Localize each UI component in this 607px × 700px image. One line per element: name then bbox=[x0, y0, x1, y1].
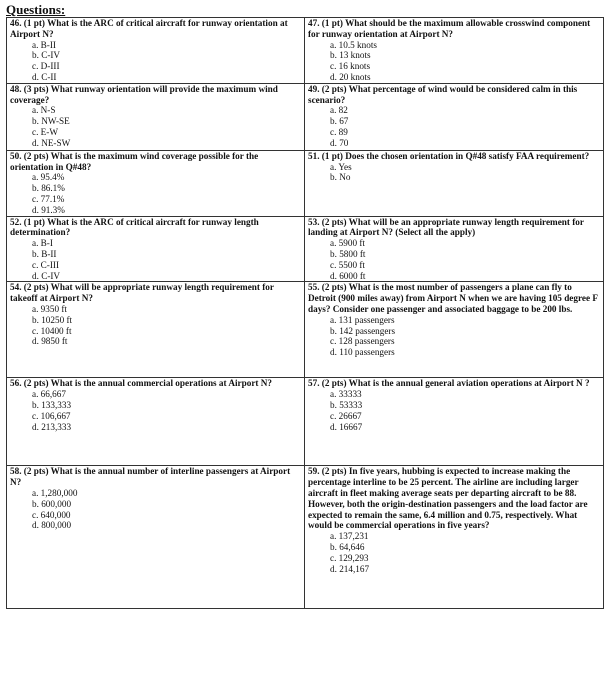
answer-option: c. 16 knots bbox=[330, 61, 371, 72]
question-cell bbox=[305, 83, 604, 150]
answer-option: b. 10250 ft bbox=[32, 314, 73, 325]
answer-option: d. NE-SW bbox=[32, 137, 71, 148]
answer-option: c. 89 bbox=[330, 126, 348, 137]
answer-option: c. C-III bbox=[32, 259, 60, 270]
answer-option: a. N-S bbox=[32, 105, 56, 116]
question-text: 52. (1 pt) What is the ARC of critical aircraft for runway length determination? bbox=[10, 216, 259, 238]
answer-option: a. 82 bbox=[330, 105, 348, 116]
answer-option: a. 95.4% bbox=[32, 172, 65, 183]
answer-options bbox=[308, 315, 600, 358]
answer-options bbox=[308, 40, 600, 83]
question-text: 48. (3 pts) What runway orientation will provide the maximum wind coverage? bbox=[10, 83, 278, 105]
answer-option: b. 142 passengers bbox=[330, 325, 396, 336]
questions-table bbox=[6, 17, 604, 609]
answer-option: b. 5800 ft bbox=[330, 248, 366, 259]
answer-options bbox=[308, 105, 600, 148]
answer-options bbox=[10, 105, 301, 148]
answer-option: c. 128 passengers bbox=[330, 336, 395, 347]
question-row bbox=[7, 466, 604, 609]
answer-option: b. 67 bbox=[330, 116, 349, 127]
answer-option: a. 66,667 bbox=[32, 389, 66, 400]
answer-option: c. 77.1% bbox=[32, 193, 65, 204]
questions-page bbox=[6, 3, 603, 609]
answer-option: d. 91.3% bbox=[32, 204, 65, 215]
question-row bbox=[7, 282, 604, 378]
answer-option: d. 20 knots bbox=[330, 71, 371, 82]
answer-option: b. C-IV bbox=[32, 50, 61, 61]
answer-option: c. E-W bbox=[32, 126, 59, 137]
answer-options bbox=[10, 488, 301, 531]
question-text: 57. (2 pts) What is the annual general aviation operations at Airport N ? bbox=[308, 378, 590, 389]
answer-option: b. NW-SE bbox=[32, 116, 70, 127]
question-text: 51. (1 pt) Does the chosen orientation in Q#48 satisfy FAA requirement? bbox=[308, 150, 590, 161]
answer-option: c. D-III bbox=[32, 61, 60, 72]
answer-option: b. 53333 bbox=[330, 399, 363, 410]
question-row bbox=[7, 378, 604, 466]
answer-option: b. B-II bbox=[32, 248, 57, 259]
question-text: 46. (1 pt) What is the ARC of critical aircraft for runway orientation at Airport N? bbox=[10, 18, 288, 39]
answer-option: b. No bbox=[330, 172, 351, 183]
answer-options bbox=[10, 304, 301, 347]
answer-option: d. 110 passengers bbox=[330, 347, 395, 358]
question-cell bbox=[7, 83, 305, 150]
answer-option: c. 10400 ft bbox=[32, 325, 72, 336]
answer-options bbox=[10, 238, 301, 281]
answer-option: a. B-II bbox=[32, 39, 56, 50]
answer-option: a. Yes bbox=[330, 161, 352, 172]
question-cell bbox=[305, 282, 604, 378]
answer-option: d. 6000 ft bbox=[330, 270, 366, 281]
question-row bbox=[7, 18, 604, 84]
question-cell bbox=[7, 378, 305, 466]
question-text: 50. (2 pts) What is the maximum wind coverage possible for the orientation in Q#48? bbox=[10, 150, 259, 172]
question-text: 56. (2 pts) What is the annual commercial operations at Airport N? bbox=[10, 378, 273, 389]
answer-option: a. 9350 ft bbox=[32, 303, 67, 314]
answer-option: a. 33333 bbox=[330, 389, 362, 400]
answer-option: a. B-I bbox=[32, 238, 53, 249]
question-cell bbox=[7, 282, 305, 378]
answer-option: b. 13 knots bbox=[330, 50, 371, 61]
page-heading: Questions: bbox=[6, 2, 66, 17]
question-text: 47. (1 pt) What should be the maximum allowable crosswind component for runway orientation at Airport N? bbox=[308, 18, 591, 39]
answer-options bbox=[10, 40, 301, 83]
answer-options bbox=[10, 172, 301, 215]
answer-option: d. C-IV bbox=[32, 270, 61, 281]
question-cell bbox=[305, 216, 604, 282]
question-row bbox=[7, 150, 604, 216]
answer-option: d. 9850 ft bbox=[32, 336, 68, 347]
answer-option: c. 106,667 bbox=[32, 410, 71, 421]
question-cell bbox=[305, 378, 604, 466]
question-cell bbox=[7, 18, 305, 84]
answer-option: a. 5900 ft bbox=[330, 238, 365, 249]
question-row bbox=[7, 83, 604, 150]
answer-option: b. 133,333 bbox=[32, 399, 72, 410]
question-text: 58. (2 pts) What is the annual number of interline passengers at Airport N? bbox=[10, 466, 291, 488]
question-text: 55. (2 pts) What is the most number of passengers a plane can fly to Detroit (900 miles away) from Airport N when we are having 105 degree F days? Consider one passenger and associated baggage to be 200 lbs. bbox=[308, 282, 598, 314]
answer-option: c. 640,000 bbox=[32, 509, 71, 520]
answer-option: c. 26667 bbox=[330, 410, 362, 421]
answer-options bbox=[308, 531, 600, 574]
answer-options bbox=[308, 389, 600, 432]
question-row bbox=[7, 216, 604, 282]
answer-option: c. 5500 ft bbox=[330, 259, 365, 270]
answer-option: d. 800,000 bbox=[32, 520, 72, 531]
answer-option: c. 129,293 bbox=[330, 552, 369, 563]
answer-option: d. 214,167 bbox=[330, 563, 370, 574]
answer-option: a. 10.5 knots bbox=[330, 39, 377, 50]
answer-options bbox=[10, 389, 301, 432]
answer-option: b. 86.1% bbox=[32, 183, 65, 194]
answer-options bbox=[308, 162, 600, 184]
question-text: 53. (2 pts) What will be an appropriate runway length requirement for landing at Airport N? (Select all the apply) bbox=[308, 216, 584, 238]
answer-options bbox=[308, 238, 600, 281]
answer-option: a. 137,231 bbox=[330, 531, 369, 542]
question-cell bbox=[7, 150, 305, 216]
question-cell bbox=[305, 466, 604, 609]
question-cell bbox=[7, 216, 305, 282]
question-text: 54. (2 pts) What will be appropriate runway length requirement for takeoff at Airport N? bbox=[10, 282, 274, 304]
answer-option: d. 16667 bbox=[330, 421, 363, 432]
question-cell bbox=[305, 150, 604, 216]
answer-option: b. 64,646 bbox=[330, 541, 365, 552]
question-text: 59. (2 pts) In five years, hubbing is expected to increase making the percentage interline to be 25 percent. The airline are including larger aircraft in fleet making average seats per departing aircraft to be 88. However, both the origin-destination passengers and the load factor are expected to remain the same, 6.4 million and 0.75, respectively. What would be commercial operations in five years? bbox=[308, 466, 588, 531]
answer-option: d. 70 bbox=[330, 137, 349, 148]
answer-option: a. 1,280,000 bbox=[32, 487, 78, 498]
question-cell bbox=[7, 466, 305, 609]
question-text: 49. (2 pts) What percentage of wind would be considered calm in this scenario? bbox=[308, 83, 578, 105]
answer-option: b. 600,000 bbox=[32, 498, 72, 509]
answer-option: d. 213,333 bbox=[32, 421, 72, 432]
answer-option: d. C-II bbox=[32, 71, 57, 82]
answer-option: a. 131 passengers bbox=[330, 314, 395, 325]
question-cell bbox=[305, 18, 604, 84]
